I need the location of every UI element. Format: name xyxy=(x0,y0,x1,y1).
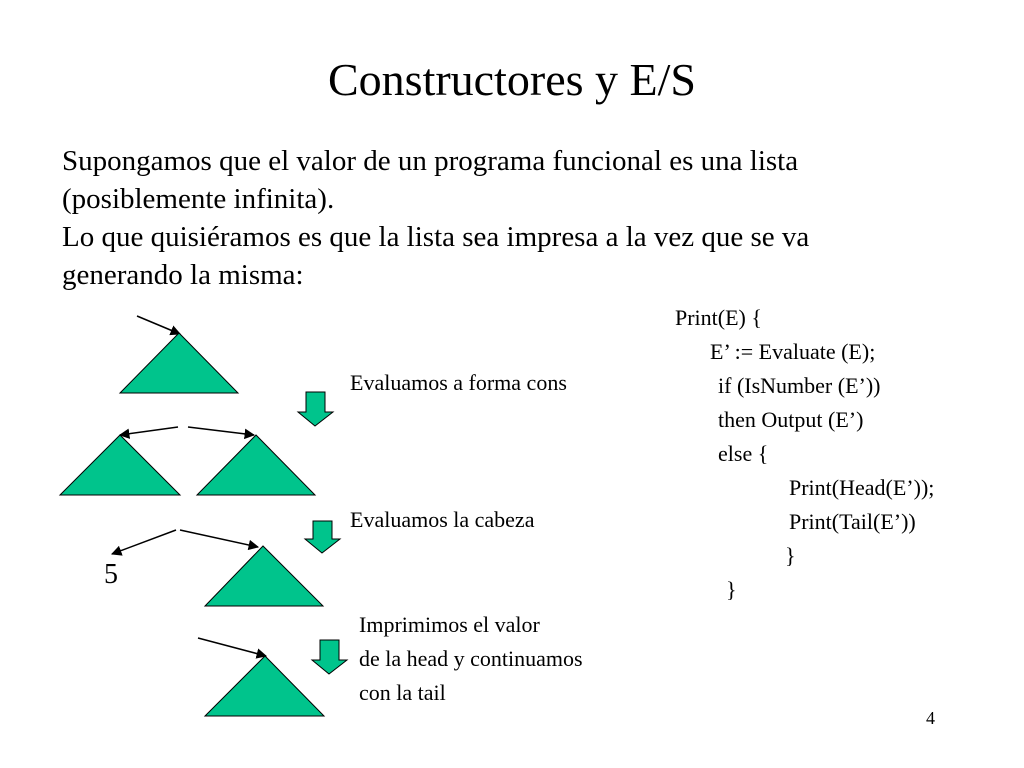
down-arrow-icon xyxy=(298,392,333,426)
tail-triangle xyxy=(205,546,323,606)
code-line: Print(Tail(E’)) xyxy=(789,509,916,534)
caption-print-head xyxy=(359,608,583,710)
pointer-arrow xyxy=(198,638,266,656)
head-triangle xyxy=(60,435,180,495)
code-line: E’ := Evaluate (E); xyxy=(710,339,876,364)
expression-triangle xyxy=(120,333,238,393)
intro-line: Supongamos que el valor de un programa funcional es una lista xyxy=(62,145,799,177)
code-line: Print(Head(E’)); xyxy=(789,475,935,500)
code-line: } xyxy=(726,577,737,602)
down-arrow-icon xyxy=(312,640,347,674)
tail-triangle xyxy=(197,435,315,495)
head-value: 5 xyxy=(104,559,118,590)
caption-line: de la head y continuamos xyxy=(359,646,583,671)
caption-line: con la tail xyxy=(359,680,446,705)
code-line: if (IsNumber (E’)) xyxy=(718,373,881,398)
code-line: then Output (E’) xyxy=(718,407,864,432)
code-line: } xyxy=(785,543,796,568)
head-pointer-arrow xyxy=(120,427,178,435)
intro-line: Lo que quisiéramos es que la lista sea impresa a la vez que se va xyxy=(62,221,810,253)
tail-pointer-arrow xyxy=(188,427,254,435)
head-value-arrow xyxy=(112,530,176,554)
caption-evaluate-head: Evaluamos la cabeza xyxy=(350,507,535,532)
pointer-arrow xyxy=(137,316,180,334)
caption-line: Imprimimos el valor xyxy=(359,612,540,637)
tail-triangle xyxy=(205,656,324,716)
tail-pointer-arrow xyxy=(180,530,258,547)
intro-line: generando la misma: xyxy=(62,259,304,291)
down-arrow-icon xyxy=(305,521,340,553)
intro-line: (posiblemente infinita). xyxy=(62,183,335,215)
code-line: Print(E) { xyxy=(675,305,762,330)
caption-evaluate-cons: Evaluamos a forma cons xyxy=(350,370,567,395)
page-number: 4 xyxy=(926,708,935,728)
code-line: else { xyxy=(718,441,769,466)
slide-title: Constructores y E/S xyxy=(328,54,696,105)
